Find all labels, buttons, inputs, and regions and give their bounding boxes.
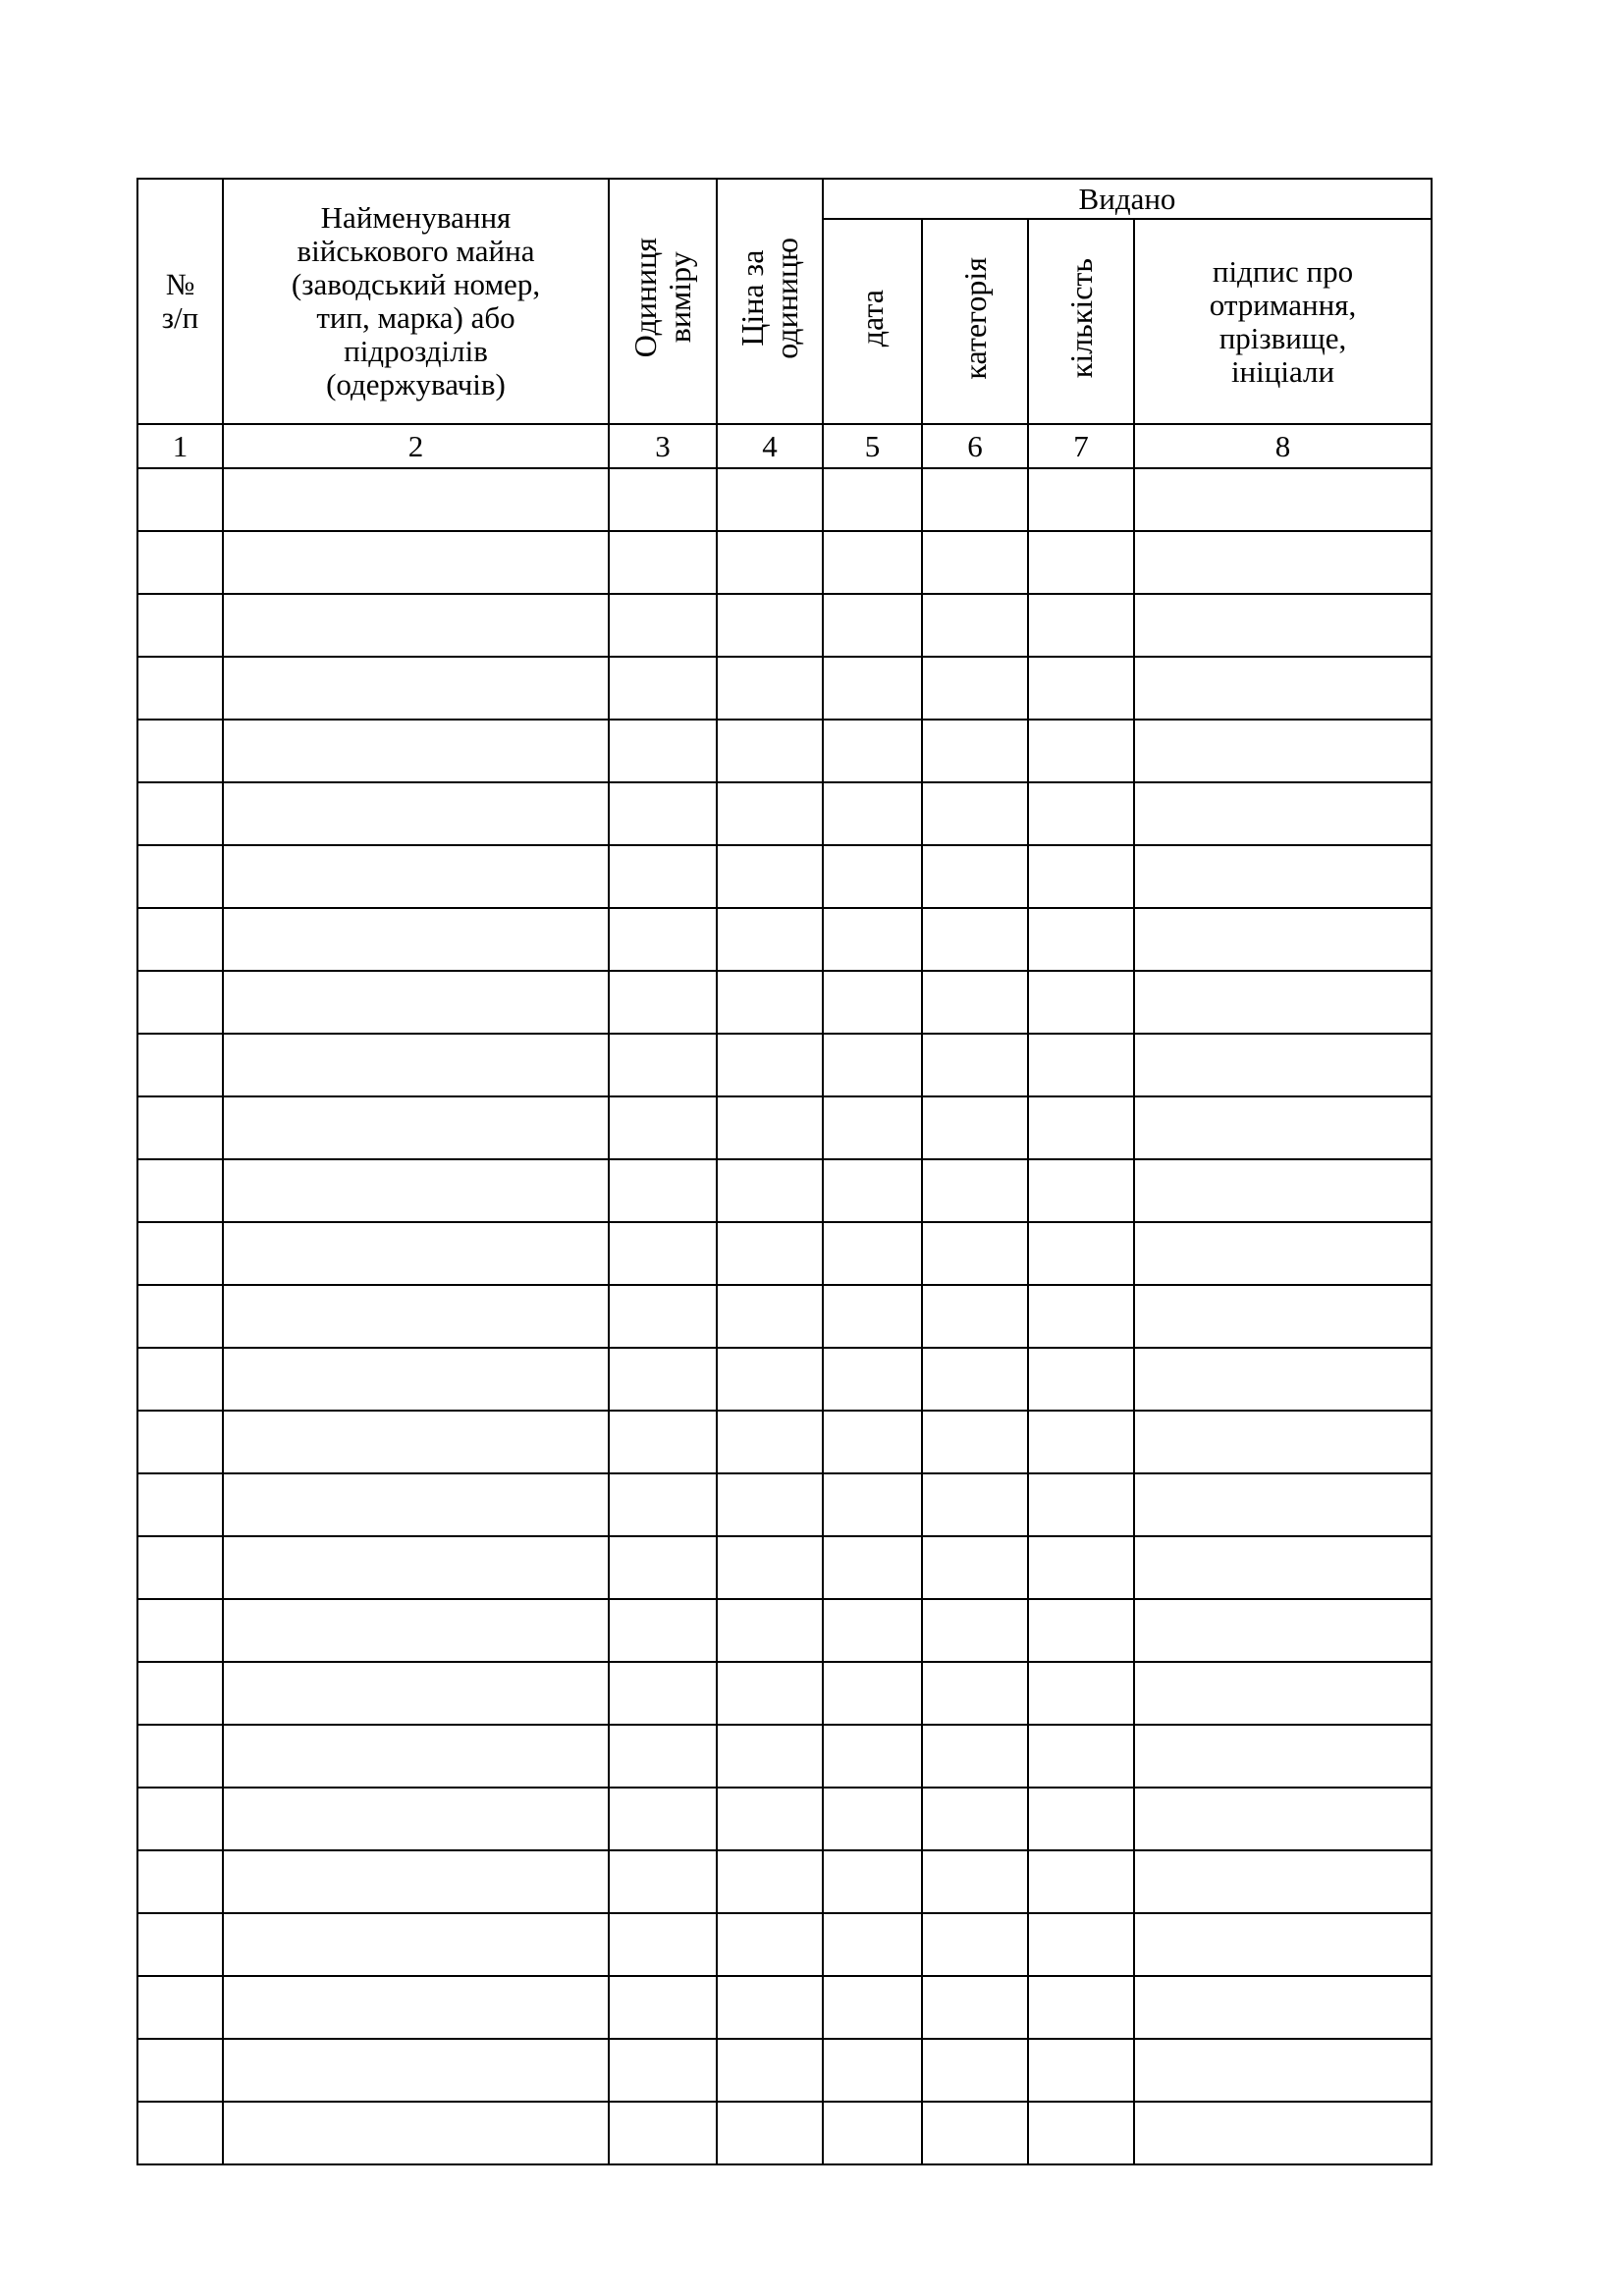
cell-unit[interactable] [609, 1285, 717, 1348]
cell-date[interactable] [823, 782, 922, 845]
cell-date[interactable] [823, 1348, 922, 1411]
cell-unit[interactable] [609, 2039, 717, 2102]
cell-unit-price[interactable] [717, 1599, 823, 1662]
header-unit [609, 179, 717, 424]
cell-unit-price[interactable] [717, 1411, 823, 1473]
cell-signature[interactable] [1134, 594, 1432, 657]
header-row-top [137, 179, 1432, 219]
cell-property-name[interactable] [223, 2039, 609, 2102]
cell-category[interactable] [922, 971, 1028, 1034]
cell-unit[interactable] [609, 845, 717, 908]
cell-unit[interactable] [609, 1411, 717, 1473]
cell-quantity[interactable] [1028, 1850, 1134, 1913]
table-row [137, 1473, 1432, 1536]
header-category-label: категорія [956, 256, 993, 380]
cell-unit[interactable] [609, 908, 717, 971]
cell-item-number[interactable] [137, 1788, 223, 1850]
header-property-name [223, 179, 609, 424]
cell-signature[interactable] [1134, 782, 1432, 845]
cell-signature[interactable] [1134, 1725, 1432, 1788]
cell-date[interactable] [823, 1096, 922, 1159]
cell-quantity[interactable] [1028, 2102, 1134, 2164]
cell-unit-price[interactable] [717, 782, 823, 845]
cell-property-name[interactable] [223, 531, 609, 594]
cell-item-number[interactable] [137, 2039, 223, 2102]
cell-signature[interactable] [1134, 845, 1432, 908]
cell-quantity[interactable] [1028, 720, 1134, 782]
table-row [137, 1536, 1432, 1599]
cell-item-number[interactable] [137, 1473, 223, 1536]
cell-unit-price[interactable] [717, 657, 823, 720]
cell-signature[interactable] [1134, 1222, 1432, 1285]
cell-property-name[interactable] [223, 1662, 609, 1725]
cell-signature[interactable] [1134, 1411, 1432, 1473]
cell-property-name[interactable] [223, 908, 609, 971]
cell-property-name[interactable] [223, 1411, 609, 1473]
cell-date[interactable] [823, 1034, 922, 1096]
cell-property-name[interactable] [223, 971, 609, 1034]
cell-category[interactable] [922, 1725, 1028, 1788]
cell-item-number[interactable] [137, 1034, 223, 1096]
cell-property-name[interactable] [223, 1599, 609, 1662]
cell-quantity[interactable] [1028, 1285, 1134, 1348]
cell-category[interactable] [922, 657, 1028, 720]
table-row [137, 468, 1432, 531]
cell-property-name[interactable] [223, 720, 609, 782]
cell-category[interactable] [922, 2039, 1028, 2102]
cell-quantity[interactable] [1028, 468, 1134, 531]
cell-quantity[interactable] [1028, 1913, 1134, 1976]
column-number: 2 [223, 424, 609, 468]
cell-signature[interactable] [1134, 1285, 1432, 1348]
cell-signature[interactable] [1134, 971, 1432, 1034]
cell-item-number[interactable] [137, 531, 223, 594]
cell-signature[interactable] [1134, 1096, 1432, 1159]
cell-unit[interactable] [609, 1913, 717, 1976]
cell-signature[interactable] [1134, 1662, 1432, 1725]
cell-unit-price[interactable] [717, 1536, 823, 1599]
cell-property-name[interactable] [223, 845, 609, 908]
cell-property-name[interactable] [223, 1976, 609, 2039]
cell-property-name[interactable] [223, 782, 609, 845]
column-number: 4 [717, 424, 823, 468]
cell-property-name[interactable] [223, 1159, 609, 1222]
cell-quantity[interactable] [1028, 1725, 1134, 1788]
cell-category[interactable] [922, 1913, 1028, 1976]
cell-date[interactable] [823, 1536, 922, 1599]
table-row [137, 1222, 1432, 1285]
cell-category[interactable] [922, 594, 1028, 657]
cell-quantity[interactable] [1028, 1788, 1134, 1850]
cell-date[interactable] [823, 1222, 922, 1285]
cell-date[interactable] [823, 2039, 922, 2102]
cell-quantity[interactable] [1028, 1411, 1134, 1473]
cell-category[interactable] [922, 1788, 1028, 1850]
cell-unit[interactable] [609, 2102, 717, 2164]
cell-item-number[interactable] [137, 468, 223, 531]
column-number: 1 [137, 424, 223, 468]
cell-unit-price[interactable] [717, 1348, 823, 1411]
table-row [137, 1850, 1432, 1913]
cell-date[interactable] [823, 1725, 922, 1788]
cell-item-number[interactable] [137, 1850, 223, 1913]
cell-item-number[interactable] [137, 594, 223, 657]
cell-date[interactable] [823, 468, 922, 531]
cell-property-name[interactable] [223, 1222, 609, 1285]
cell-unit[interactable] [609, 1222, 717, 1285]
cell-unit-price[interactable] [717, 1285, 823, 1348]
cell-signature[interactable] [1134, 1034, 1432, 1096]
cell-quantity[interactable] [1028, 1976, 1134, 2039]
header-property-name-label: Найменування військового майна (заводський номер, тип, марка) або підрозділів (одержувачів) [291, 200, 541, 401]
table-row [137, 720, 1432, 782]
table-row [137, 1348, 1432, 1411]
cell-unit[interactable] [609, 1348, 717, 1411]
cell-quantity[interactable] [1028, 908, 1134, 971]
header-unit-label: Одиниця виміру [627, 238, 697, 358]
cell-property-name[interactable] [223, 1034, 609, 1096]
cell-category[interactable] [922, 1850, 1028, 1913]
cell-property-name[interactable] [223, 1096, 609, 1159]
cell-unit[interactable] [609, 1159, 717, 1222]
cell-quantity[interactable] [1028, 1159, 1134, 1222]
cell-quantity[interactable] [1028, 1348, 1134, 1411]
cell-unit-price[interactable] [717, 1850, 823, 1913]
cell-signature[interactable] [1134, 1536, 1432, 1599]
cell-date[interactable] [823, 908, 922, 971]
cell-item-number[interactable] [137, 1536, 223, 1599]
header-quantity-label: кількість [1062, 257, 1099, 379]
cell-category[interactable] [922, 1976, 1028, 2039]
table-row [137, 1599, 1432, 1662]
cell-item-number[interactable] [137, 720, 223, 782]
cell-item-number[interactable] [137, 1159, 223, 1222]
cell-quantity[interactable] [1028, 1034, 1134, 1096]
issue-register-table [136, 178, 1433, 2165]
cell-signature[interactable] [1134, 1788, 1432, 1850]
table-row [137, 1285, 1432, 1348]
cell-unit-price[interactable] [717, 720, 823, 782]
cell-category[interactable] [922, 908, 1028, 971]
header-item-number [137, 179, 223, 424]
cell-date[interactable] [823, 531, 922, 594]
column-number: 6 [922, 424, 1028, 468]
cell-quantity[interactable] [1028, 971, 1134, 1034]
cell-category[interactable] [922, 1096, 1028, 1159]
cell-signature[interactable] [1134, 1913, 1432, 1976]
cell-date[interactable] [823, 1913, 922, 1976]
table-row [137, 1034, 1432, 1096]
header-date [823, 219, 922, 424]
cell-unit[interactable] [609, 1599, 717, 1662]
cell-quantity[interactable] [1028, 1536, 1134, 1599]
cell-property-name[interactable] [223, 1850, 609, 1913]
cell-item-number[interactable] [137, 1976, 223, 2039]
cell-category[interactable] [922, 845, 1028, 908]
cell-property-name[interactable] [223, 1725, 609, 1788]
cell-quantity[interactable] [1028, 1222, 1134, 1285]
cell-unit[interactable] [609, 782, 717, 845]
header-signature-label: підпис про отримання, прізвище, ініціали [1209, 253, 1357, 389]
cell-item-number[interactable] [137, 2102, 223, 2164]
cell-signature[interactable] [1134, 468, 1432, 531]
column-number-row [137, 424, 1432, 468]
cell-unit-price[interactable] [717, 1913, 823, 1976]
cell-item-number[interactable] [137, 782, 223, 845]
cell-unit-price[interactable] [717, 1662, 823, 1725]
cell-category[interactable] [922, 1411, 1028, 1473]
header-item-number-label: № з/п [161, 267, 199, 335]
cell-unit[interactable] [609, 657, 717, 720]
cell-unit[interactable] [609, 1725, 717, 1788]
cell-date[interactable] [823, 594, 922, 657]
cell-property-name[interactable] [223, 2102, 609, 2164]
table-row [137, 1662, 1432, 1725]
cell-unit[interactable] [609, 720, 717, 782]
cell-date[interactable] [823, 657, 922, 720]
cell-unit-price[interactable] [717, 1159, 823, 1222]
table-row [137, 1913, 1432, 1976]
cell-date[interactable] [823, 1599, 922, 1662]
cell-category[interactable] [922, 1159, 1028, 1222]
cell-quantity[interactable] [1028, 594, 1134, 657]
cell-property-name[interactable] [223, 594, 609, 657]
cell-item-number[interactable] [137, 1599, 223, 1662]
cell-category[interactable] [922, 782, 1028, 845]
cell-signature[interactable] [1134, 720, 1432, 782]
cell-item-number[interactable] [137, 1411, 223, 1473]
cell-unit-price[interactable] [717, 2102, 823, 2164]
cell-unit-price[interactable] [717, 1788, 823, 1850]
cell-unit-price[interactable] [717, 845, 823, 908]
cell-unit-price[interactable] [717, 594, 823, 657]
cell-unit[interactable] [609, 971, 717, 1034]
table-row [137, 908, 1432, 971]
cell-unit[interactable] [609, 1473, 717, 1536]
column-number: 3 [609, 424, 717, 468]
table-row [137, 1725, 1432, 1788]
cell-category[interactable] [922, 1348, 1028, 1411]
table-row [137, 1976, 1432, 2039]
cell-unit-price[interactable] [717, 971, 823, 1034]
cell-signature[interactable] [1134, 531, 1432, 594]
cell-category[interactable] [922, 1599, 1028, 1662]
cell-category[interactable] [922, 1285, 1028, 1348]
header-category [922, 219, 1028, 424]
cell-property-name[interactable] [223, 1473, 609, 1536]
column-number: 7 [1028, 424, 1134, 468]
header-unit-price [717, 179, 823, 424]
table-row [137, 845, 1432, 908]
cell-property-name[interactable] [223, 1285, 609, 1348]
header-signature [1134, 219, 1432, 424]
cell-item-number[interactable] [137, 1348, 223, 1411]
cell-date[interactable] [823, 845, 922, 908]
cell-quantity[interactable] [1028, 1473, 1134, 1536]
cell-signature[interactable] [1134, 1850, 1432, 1913]
cell-quantity[interactable] [1028, 657, 1134, 720]
cell-quantity[interactable] [1028, 1096, 1134, 1159]
cell-property-name[interactable] [223, 1788, 609, 1850]
cell-item-number[interactable] [137, 845, 223, 908]
cell-date[interactable] [823, 2102, 922, 2164]
cell-unit-price[interactable] [717, 1725, 823, 1788]
cell-signature[interactable] [1134, 1159, 1432, 1222]
cell-item-number[interactable] [137, 1725, 223, 1788]
cell-signature[interactable] [1134, 1976, 1432, 2039]
cell-unit[interactable] [609, 1096, 717, 1159]
cell-unit-price[interactable] [717, 1222, 823, 1285]
cell-unit[interactable] [609, 1536, 717, 1599]
cell-category[interactable] [922, 1536, 1028, 1599]
table-row [137, 971, 1432, 1034]
cell-signature[interactable] [1134, 2102, 1432, 2164]
cell-property-name[interactable] [223, 1536, 609, 1599]
cell-date[interactable] [823, 1976, 922, 2039]
cell-quantity[interactable] [1028, 531, 1134, 594]
cell-unit[interactable] [609, 468, 717, 531]
cell-item-number[interactable] [137, 1662, 223, 1725]
cell-property-name[interactable] [223, 468, 609, 531]
cell-category[interactable] [922, 720, 1028, 782]
cell-quantity[interactable] [1028, 845, 1134, 908]
column-number: 5 [823, 424, 922, 468]
cell-category[interactable] [922, 468, 1028, 531]
cell-item-number[interactable] [137, 971, 223, 1034]
cell-property-name[interactable] [223, 657, 609, 720]
table-row [137, 2039, 1432, 2102]
header-date-label: дата [854, 289, 890, 347]
cell-signature[interactable] [1134, 1348, 1432, 1411]
cell-category[interactable] [922, 1662, 1028, 1725]
header-issued-group [823, 179, 1432, 219]
cell-date[interactable] [823, 720, 922, 782]
table-row [137, 531, 1432, 594]
header-unit-price-label: Ціна за одиницю [734, 237, 804, 359]
cell-unit[interactable] [609, 1976, 717, 2039]
cell-unit-price[interactable] [717, 468, 823, 531]
cell-item-number[interactable] [137, 1222, 223, 1285]
cell-category[interactable] [922, 2102, 1028, 2164]
cell-property-name[interactable] [223, 1348, 609, 1411]
cell-signature[interactable] [1134, 657, 1432, 720]
table-row [137, 657, 1432, 720]
cell-signature[interactable] [1134, 908, 1432, 971]
cell-item-number[interactable] [137, 657, 223, 720]
cell-signature[interactable] [1134, 1599, 1432, 1662]
cell-unit-price[interactable] [717, 1976, 823, 2039]
cell-property-name[interactable] [223, 1913, 609, 1976]
cell-unit[interactable] [609, 1034, 717, 1096]
cell-unit[interactable] [609, 1850, 717, 1913]
cell-unit[interactable] [609, 594, 717, 657]
cell-category[interactable] [922, 1034, 1028, 1096]
table-row [137, 1411, 1432, 1473]
cell-category[interactable] [922, 1473, 1028, 1536]
cell-unit-price[interactable] [717, 2039, 823, 2102]
cell-date[interactable] [823, 971, 922, 1034]
cell-unit-price[interactable] [717, 531, 823, 594]
cell-date[interactable] [823, 1850, 922, 1913]
cell-quantity[interactable] [1028, 1599, 1134, 1662]
cell-item-number[interactable] [137, 1913, 223, 1976]
cell-signature[interactable] [1134, 2039, 1432, 2102]
cell-unit-price[interactable] [717, 1473, 823, 1536]
cell-quantity[interactable] [1028, 2039, 1134, 2102]
header-issued-group-label: Видано [1078, 181, 1176, 216]
table-row [137, 2102, 1432, 2164]
cell-date[interactable] [823, 1159, 922, 1222]
cell-date[interactable] [823, 1662, 922, 1725]
cell-item-number[interactable] [137, 908, 223, 971]
cell-item-number[interactable] [137, 1285, 223, 1348]
table-row [137, 1788, 1432, 1850]
cell-unit-price[interactable] [717, 1096, 823, 1159]
cell-signature[interactable] [1134, 1473, 1432, 1536]
table-row [137, 594, 1432, 657]
cell-unit-price[interactable] [717, 908, 823, 971]
table-row [137, 1096, 1432, 1159]
cell-category[interactable] [922, 1222, 1028, 1285]
cell-quantity[interactable] [1028, 1662, 1134, 1725]
cell-unit-price[interactable] [717, 1034, 823, 1096]
cell-date[interactable] [823, 1285, 922, 1348]
header-quantity [1028, 219, 1134, 424]
cell-item-number[interactable] [137, 1096, 223, 1159]
cell-date[interactable] [823, 1788, 922, 1850]
cell-unit[interactable] [609, 531, 717, 594]
table-row [137, 1159, 1432, 1222]
cell-category[interactable] [922, 531, 1028, 594]
cell-date[interactable] [823, 1473, 922, 1536]
cell-quantity[interactable] [1028, 782, 1134, 845]
cell-unit[interactable] [609, 1788, 717, 1850]
cell-unit[interactable] [609, 1662, 717, 1725]
cell-date[interactable] [823, 1411, 922, 1473]
table-row [137, 782, 1432, 845]
column-number: 8 [1134, 424, 1432, 468]
